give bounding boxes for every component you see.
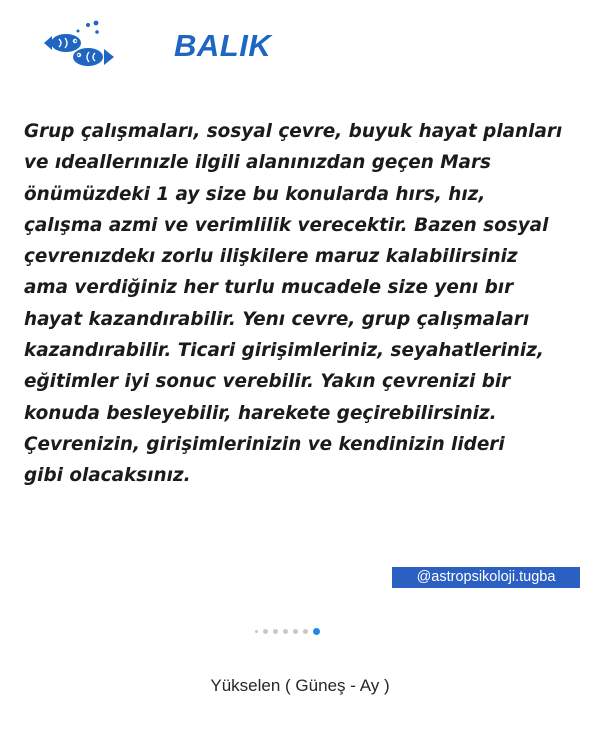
text-line: ve ıdeallerınızle ilgili alanınızdan geçen Mars	[24, 152, 491, 174]
text-line: eğitimler iyi sonuc verebilir. Yakın çevrenizi bir	[24, 371, 511, 393]
post-header	[40, 18, 560, 78]
carousel-dot[interactable]	[283, 629, 288, 634]
carousel-dot[interactable]	[293, 629, 298, 634]
carousel-dot[interactable]	[263, 629, 268, 634]
sign-title: BALIK	[174, 28, 272, 63]
text-line: Çevrenizin, girişimlerinizin ve kendinizin lideri	[24, 433, 505, 455]
carousel-dot[interactable]	[303, 629, 308, 634]
carousel-indicator	[255, 627, 320, 635]
text-line: gibi olacaksınız.	[24, 465, 191, 487]
post-caption: Yükselen ( Güneş - Ay )	[210, 676, 390, 695]
text-line: çalışma azmi ve verimlilik verecektir. Bazen sosyal	[24, 214, 549, 236]
text-line: konuda besleyebilir, harekete geçirebilirsiniz.	[24, 402, 497, 424]
text-line: önümüzdeki 1 ay size bu konularda hırs, hız,	[24, 183, 486, 205]
author-watermark: @astropsikoloji.tugba	[392, 567, 580, 588]
carousel-dot-active[interactable]	[313, 628, 320, 635]
text-line: ama verdiğiniz her turlu mucadele size yenı bır	[24, 277, 514, 299]
text-line: kazandırabilir. Ticari girişimleriniz, seyahatleriniz,	[24, 340, 544, 362]
horoscope-text	[24, 116, 584, 492]
carousel-dot[interactable]	[273, 629, 278, 634]
text-line: Grup çalışmaları, sosyal çevre, buyuk hayat planları	[24, 121, 563, 142]
carousel-dot[interactable]	[255, 630, 258, 633]
text-line: hayat kazandırabilir. Yenı cevre, grup çalışmaları	[24, 308, 530, 330]
pisces-fish-icon	[40, 20, 116, 72]
text-line: çevrenızdekı zorlu ilişkilere maruz kalabilirsiniz	[24, 246, 518, 268]
